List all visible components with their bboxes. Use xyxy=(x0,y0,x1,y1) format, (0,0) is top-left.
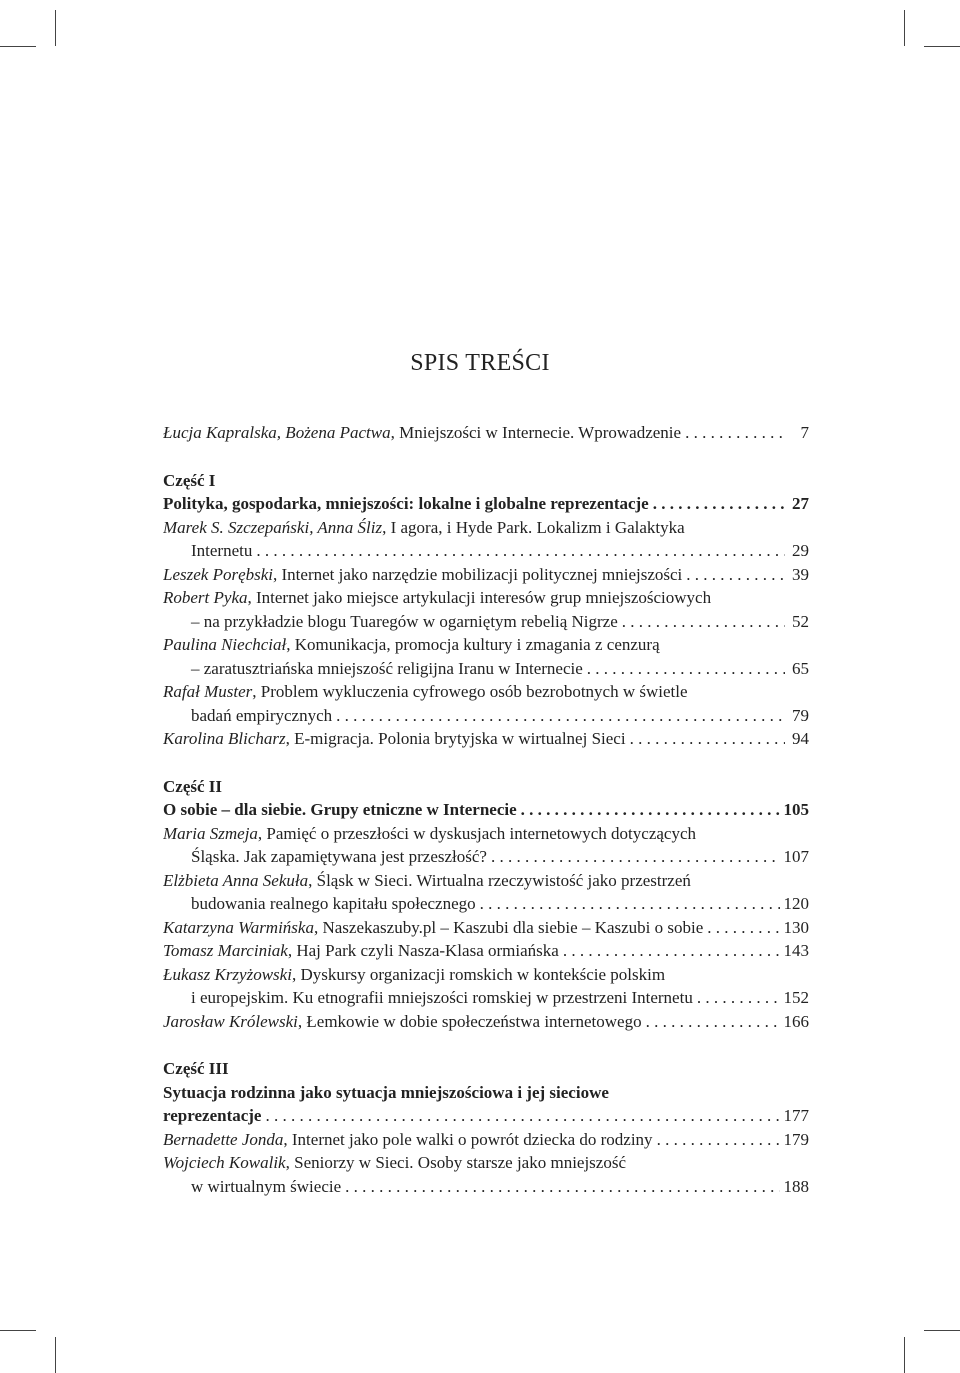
crop-mark xyxy=(55,1337,56,1373)
toc-entry[interactable]: Katarzyna Warmińska, Naszekaszuby.pl – Kaszubi dla siebie – Kaszubi o sobie . . . 130 xyxy=(163,916,809,940)
toc-entry-cont[interactable]: Internetu . . . 29 xyxy=(163,539,809,563)
part-subtitle[interactable]: Polityka, gospodarka, mniejszości: lokalne i globalne reprezentacje . . . 27 xyxy=(163,492,809,516)
part-heading: Część II xyxy=(163,776,223,796)
page-title: SPIS TREŚCI xyxy=(410,350,550,376)
part-heading: Część I xyxy=(163,470,216,490)
toc-entry-cont[interactable]: budowania realnego kapitału społecznego . . . 120 xyxy=(163,892,809,916)
crop-mark xyxy=(0,46,36,47)
toc-entry[interactable]: Wojciech Kowalik, Seniorzy w Sieci. Osoby starsze jako mniejszość xyxy=(163,1153,627,1172)
part-subtitle[interactable]: O sobie – dla siebie. Grupy etniczne w Internecie . . . 105 xyxy=(163,798,809,822)
toc-entry-cont[interactable]: – na przykładzie blogu Tuaregów w ogarniętym rebelią Nigrze . . . 52 xyxy=(163,610,809,634)
toc-entry[interactable] xyxy=(163,421,809,445)
toc-entry[interactable]: Jarosław Królewski, Łemkowie w dobie społeczeństwa internetowego . . . 166 xyxy=(163,1010,809,1034)
toc-entry[interactable]: Tomasz Marciniak, Haj Park czyli Nasza-Klasa ormiańska . . . 143 xyxy=(163,939,809,963)
toc-entry[interactable]: Marek S. Szczepański, Anna Śliz, I agora, i Hyde Park. Lokalizm i Galaktyka xyxy=(163,517,685,537)
toc-entry[interactable]: Paulina Niechciał, Komunikacja, promocja kultury i zmagania z cenzurą xyxy=(163,635,660,654)
crop-mark xyxy=(0,1330,36,1331)
toc-entry-cont[interactable]: Śląska. Jak zapamiętywana jest przeszłość? . . . 107 xyxy=(163,845,809,869)
part-heading: Część III xyxy=(163,1059,229,1078)
toc-entry[interactable]: Bernadette Jonda, Internet jako pole walki o powrót dziecka do rodziny . . . 179 xyxy=(163,1128,809,1152)
part-subtitle[interactable]: Sytuacja rodzinna jako sytuacja mniejszościowa i jej sieciowe xyxy=(163,1082,609,1102)
entry-title: , Mniejszości w Internecie. Wprowadzenie xyxy=(390,423,682,442)
toc-entry[interactable]: Leszek Porębski, Internet jako narzędzie mobilizacji politycznej mniejszości . . . 39 xyxy=(163,563,809,587)
toc-entry[interactable]: Łukasz Krzyżowski, Dyskursy organizacji romskich w kontekście polskim xyxy=(163,964,666,984)
part-subtitle-cont[interactable]: reprezentacje . . . 177 xyxy=(163,1104,809,1128)
crop-mark xyxy=(924,1330,960,1331)
crop-mark xyxy=(924,46,960,47)
toc-entry[interactable]: Maria Szmeja, Pamięć o przeszłości w dyskusjach internetowych dotyczących xyxy=(163,823,696,843)
crop-mark xyxy=(904,10,905,46)
table-of-contents xyxy=(163,421,809,1198)
toc-entry[interactable]: Rafał Muster, Problem wykluczenia cyfrowego osób bezrobotnych w świetle xyxy=(163,682,688,701)
toc-entry[interactable]: Karolina Blicharz, E-migracja. Polonia brytyjska w wirtualnej Sieci . . . 94 xyxy=(163,727,809,751)
toc-entry-cont[interactable]: badań empirycznych . . . 79 xyxy=(163,704,809,728)
toc-entry-cont[interactable]: w wirtualnym świecie . . . 188 xyxy=(163,1175,809,1199)
toc-entry[interactable]: Robert Pyka, Internet jako miejsce artykulacji interesów grup mniejszościowych xyxy=(163,588,712,607)
crop-mark xyxy=(904,1337,905,1373)
page-number: 7 xyxy=(800,423,809,442)
toc-entry-cont[interactable]: i europejskim. Ku etnografii mniejszości romskiej w przestrzeni Internetu . . . 152 xyxy=(163,986,809,1010)
toc-entry[interactable]: Elżbieta Anna Sekuła, Śląsk w Sieci. Wirtualna rzeczywistość jako przestrzeń xyxy=(163,870,691,890)
entry-author: Łucja Kapralska, Bożena Pactwa xyxy=(163,423,391,442)
toc-entry-cont[interactable]: – zaratusztriańska mniejszość religijna Iranu w Internecie . . . 65 xyxy=(163,657,809,681)
crop-mark xyxy=(55,10,56,46)
